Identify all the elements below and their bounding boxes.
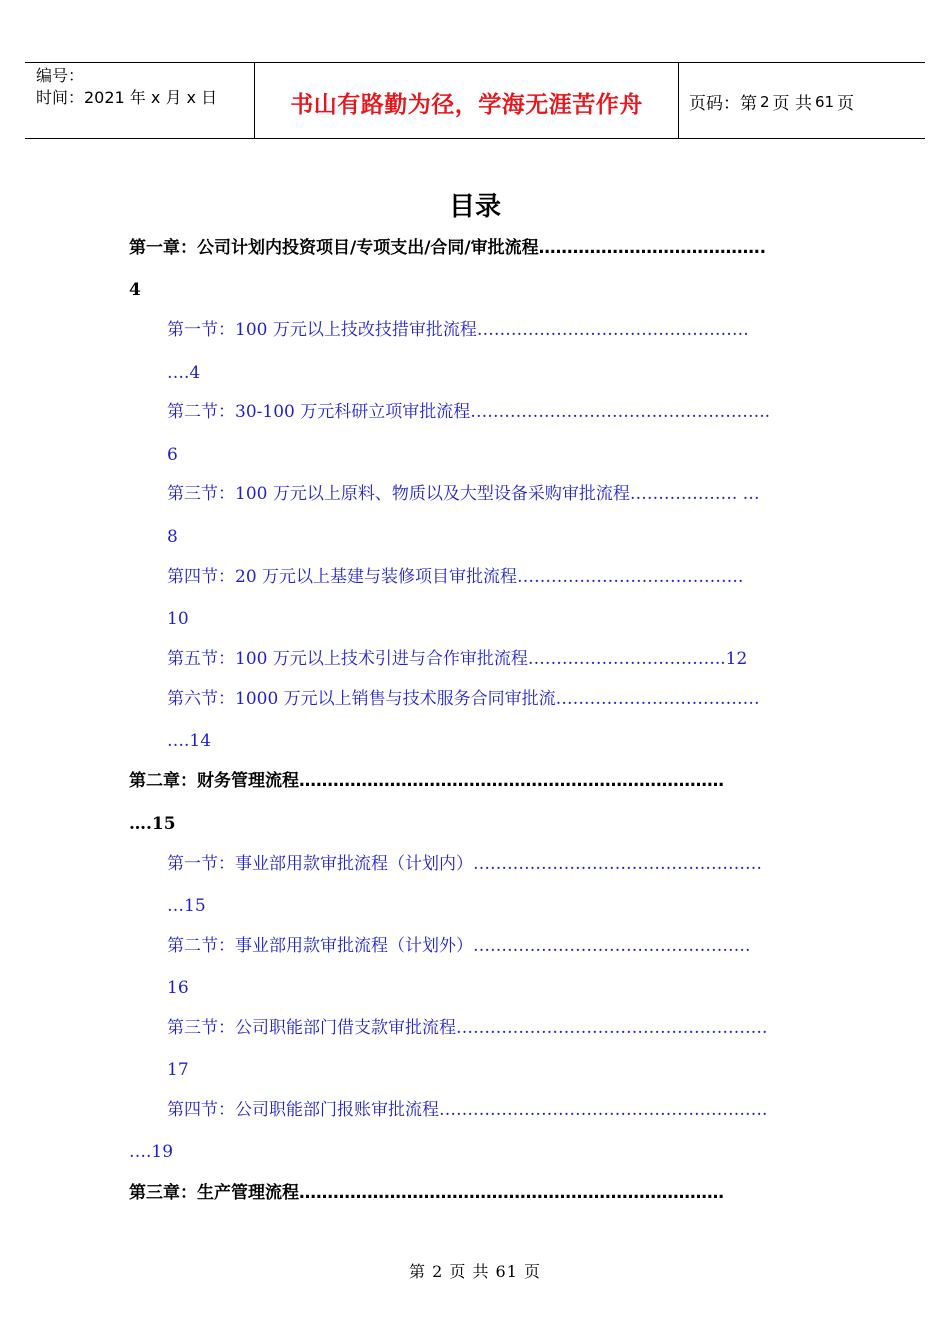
toc-section-1-4-page: 10 — [167, 609, 189, 629]
toc-chapter-1-page: 4 — [129, 280, 141, 300]
toc-section-1-2-page: 6 — [167, 445, 178, 465]
header-motto: 书山有路勤为径，学海无涯苦作舟 — [254, 63, 679, 138]
toc-chapter-3[interactable]: 第三章：生产管理流程………………………………………………………………… — [129, 1183, 724, 1203]
toc-section-2-2-page: 16 — [167, 978, 189, 998]
toc-section-1-5[interactable]: 第五节：100 万元以上技术引进与合作审批流程……………………………..12 — [167, 649, 748, 669]
serial-label: 编号： — [36, 66, 85, 85]
page-number: 2 — [760, 92, 770, 111]
page-footer: 第 2 页 共 61 页 — [409, 1262, 541, 1281]
document-header — [25, 62, 925, 139]
toc-section-2-4[interactable]: 第四节：公司职能部门报账审批流程…………………………………………………. — [167, 1100, 768, 1120]
toc-section-1-4[interactable]: 第四节：20 万元以上基建与装修项目审批流程…………………………………. — [167, 567, 744, 587]
toc-section-1-6[interactable]: 第六节：1000 万元以上销售与技术服务合同审批流……………………………… — [167, 689, 760, 709]
page-prefix: 页码：第 — [689, 94, 757, 114]
toc-title: 目录 — [448, 192, 501, 222]
page-mid: 页 共 — [772, 94, 812, 114]
header-page-counter — [679, 63, 925, 138]
toc-chapter-2[interactable]: 第二章：财务管理流程………………………………………………………………… — [129, 771, 724, 791]
toc-section-1-2[interactable]: 第二节：30-100 万元科研立项审批流程…………………………………………….. — [167, 402, 771, 422]
header-meta — [25, 63, 254, 138]
toc-section-1-1[interactable]: 第一节：100 万元以上技改技措审批流程………………………………………… — [167, 320, 749, 340]
toc-section-1-1-page: ….4 — [167, 363, 201, 383]
page-suffix: 页 — [837, 94, 855, 114]
toc-section-1-3-page: 8 — [167, 527, 178, 547]
toc-section-1-3[interactable]: 第三节：100 万元以上原料、物质以及大型设备采购审批流程………………. … — [167, 484, 760, 504]
toc-section-2-1-page: …15 — [167, 896, 206, 916]
toc-section-2-3[interactable]: 第三节：公司职能部门借支款审批流程………………………………………………. — [167, 1018, 768, 1038]
toc-section-2-1[interactable]: 第一节：事业部用款审批流程（计划内）…………………………………………… — [167, 854, 762, 874]
toc-chapter-1[interactable]: 第一章：公司计划内投资项目/专项支出/合同/审批流程…………………………………. — [129, 238, 767, 258]
toc-section-2-2[interactable]: 第二节：事业部用款审批流程（计划外）…………………………………………. — [167, 936, 751, 956]
toc-section-2-4-page: ….19 — [129, 1142, 174, 1162]
page-total: 61 — [814, 92, 835, 111]
toc-chapter-2-page: ….15 — [129, 814, 176, 834]
time-label: 时间：2021 年 x 月 x 日 — [36, 88, 218, 107]
toc-section-2-3-page: 17 — [167, 1060, 189, 1080]
toc-section-1-6-page: ….14 — [167, 731, 212, 751]
